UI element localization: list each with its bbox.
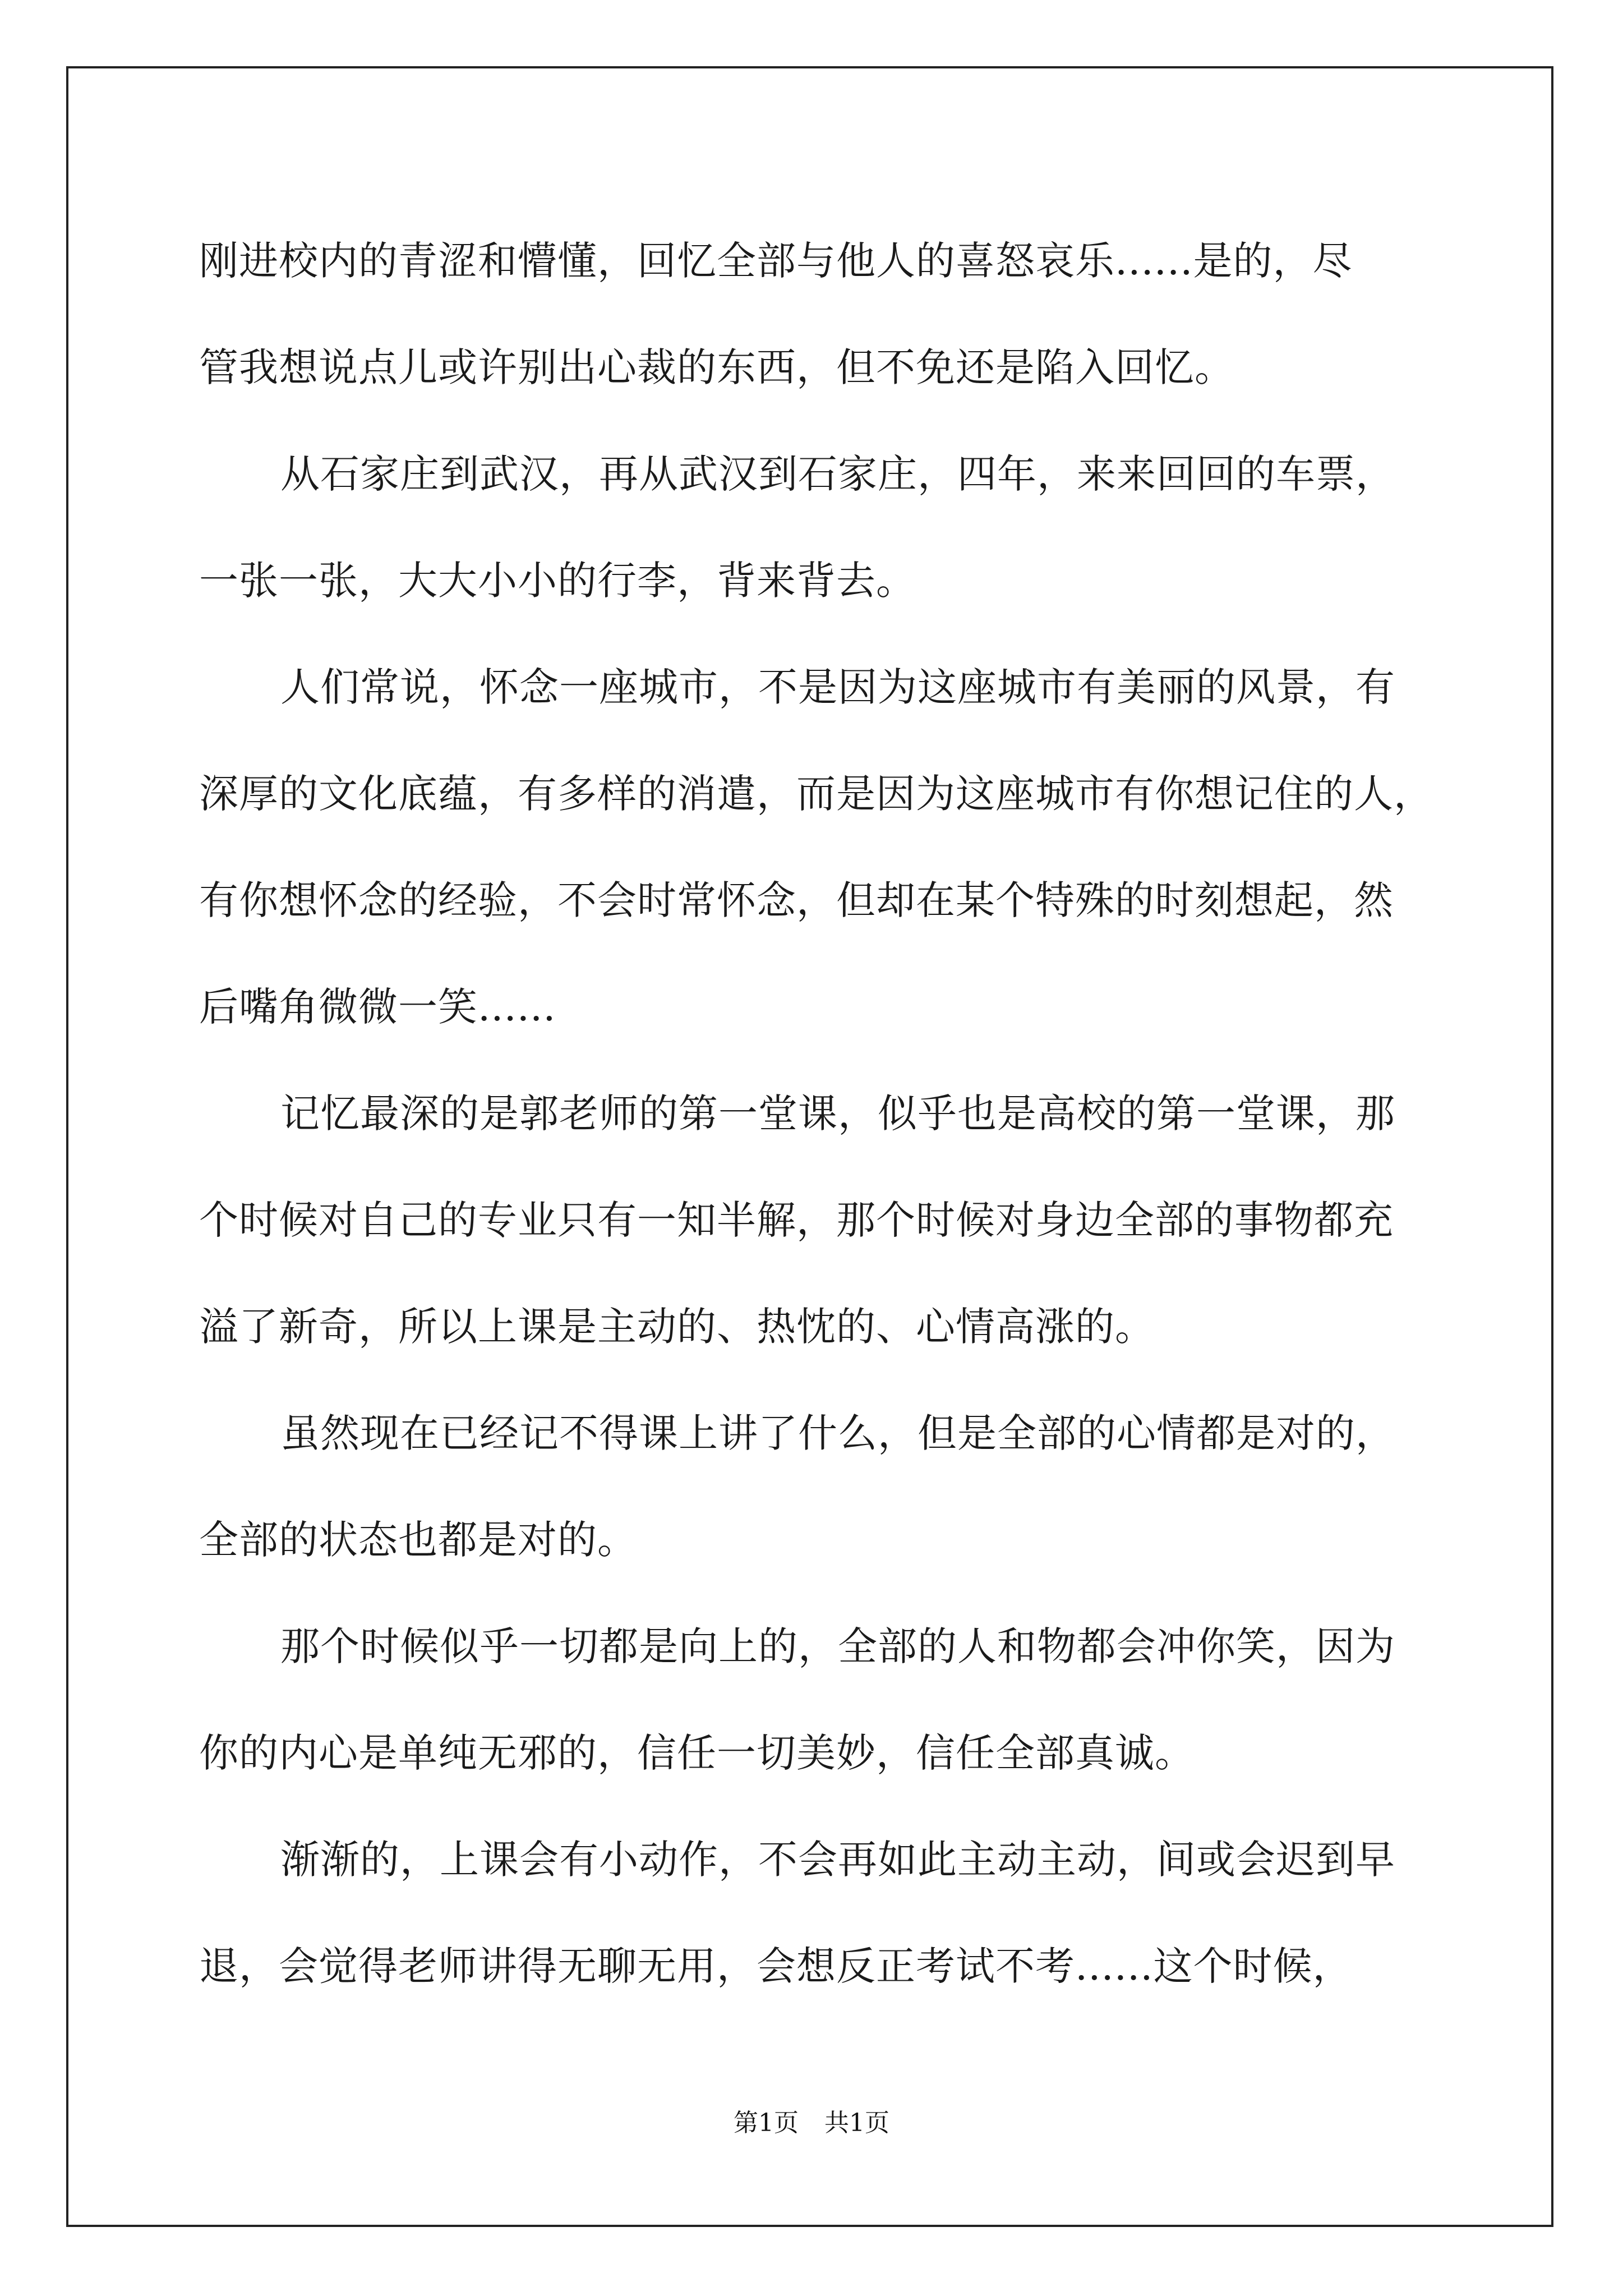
text-line: 记忆最深的是郭老师的第一堂课，似乎也是高校的第一堂课，那 [280,1091,1395,1137]
page-footer [0,2102,1623,2138]
text-line: 人们常说，怀念一座城市，不是因为这座城市有美丽的风景，有 [280,664,1395,710]
text-line: 一张一张，大大小小的行李，背来背去。 [199,558,916,604]
text-line: 渐渐的，上课会有小动作，不会再如此主动主动，间或会迟到早 [280,1837,1395,1883]
text-line: 深厚的文化底蕴，有多样的消遣，而是因为这座城市有你想记住的人， [199,771,1433,817]
text-line: 退，会觉得老师讲得无聊无用，会想反正考试不考......这个时候， [199,1943,1353,1989]
text-line: 个时候对自己的专业只有一知半解，那个时候对身边全部的事物都充 [199,1197,1394,1243]
text-line: 全部的状态也都是对的。 [199,1517,637,1563]
page-total: 共1页 [824,2109,889,2137]
text-line: 刚进校内的青涩和懵懂，回忆全部与他人的喜怒哀乐......是的，尽 [199,238,1353,284]
text-line: 有你想怀念的经验，不会时常怀念，但却在某个特殊的时刻想起，然 [199,877,1394,923]
text-line: 后嘴角微微一笑...... [199,984,556,1030]
text-line: 你的内心是单纯无邪的，信任一切美妙，信任全部真诚。 [199,1730,1195,1776]
text-line: 溢了新奇，所以上课是主动的、热忱的、心情高涨的。 [199,1304,1155,1350]
document-body [199,208,1433,2019]
text-line: 虽然现在已经记不得课上讲了什么，但是全部的心情都是对的， [280,1410,1395,1456]
text-line: 那个时候似乎一切都是向上的，全部的人和物都会冲你笑，因为 [280,1623,1395,1669]
text-line: 管我想说点儿或许别出心裁的东西，但不免还是陷入回忆。 [199,344,1234,390]
page-number: 第1页 [734,2109,799,2137]
text-line: 从石家庄到武汉，再从武汉到石家庄，四年，来来回回的车票， [280,451,1395,497]
